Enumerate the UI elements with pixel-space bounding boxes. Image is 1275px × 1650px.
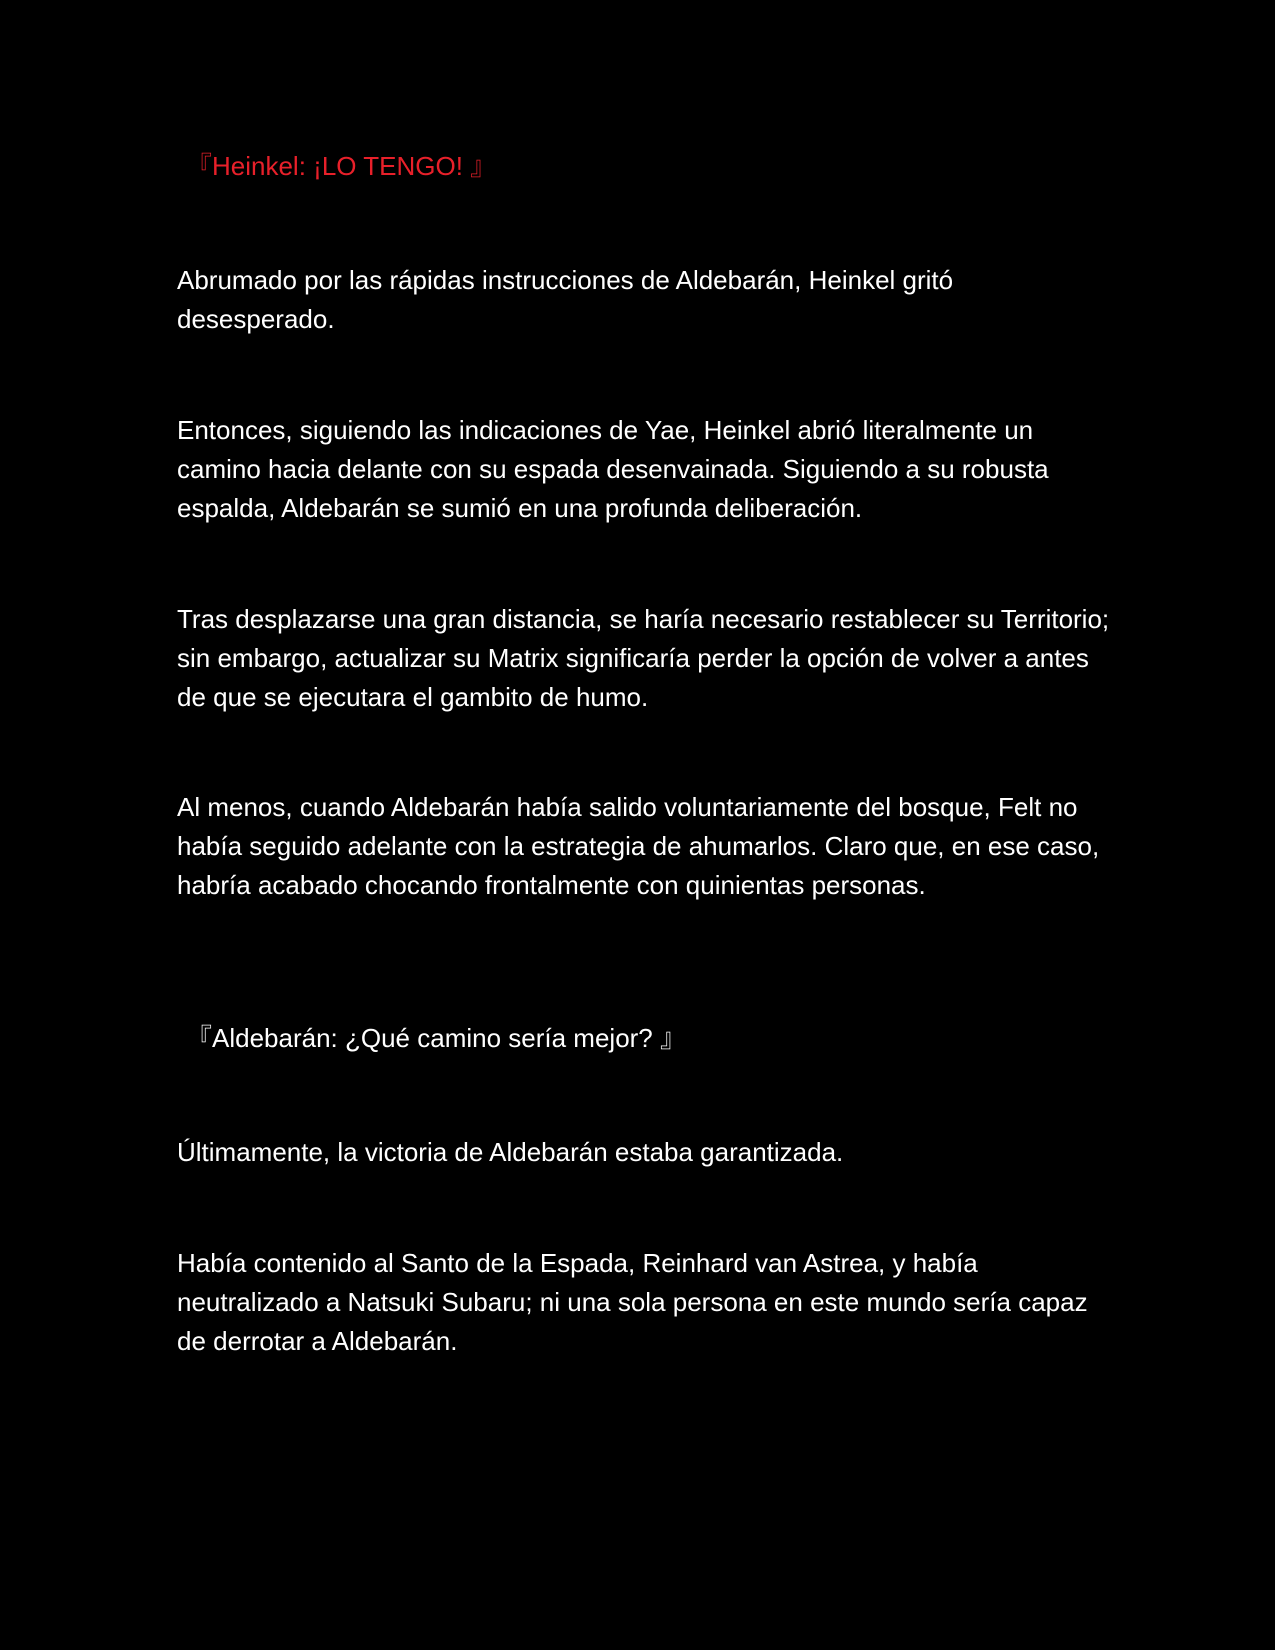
dialogue-heinkel: 『Heinkel: ¡LO TENGO! 』 (186, 151, 497, 181)
dialogue-aldebaran: 『Aldebarán: ¿Qué camino sería mejor? 』 (186, 1023, 686, 1053)
paragraph-4: Al menos, cuando Aldebarán había salido voluntariamente del bosque, Felt no había seguido adelante con la estrategia de ahumarlos. Claro que, en ese caso, habría acabado chocando frontalmente con quinientas personas. (177, 792, 1100, 900)
paragraph-1: Abrumado por las rápidas instrucciones de Aldebarán, Heinkel gritó desesperado. (177, 265, 954, 334)
paragraph-2: Entonces, siguiendo las indicaciones de Yae, Heinkel abrió literalmente un camino hacia delante con su espada desenvainada. Siguiendo a su robusta espalda, Aldebarán se sumió en una profunda deliberación. (177, 415, 1049, 523)
paragraph-5: Últimamente, la victoria de Aldebarán estaba garantizada. (177, 1137, 844, 1167)
paragraph-3: Tras desplazarse una gran distancia, se haría necesario restablecer su Territorio; sin embargo, actualizar su Matrix significaría perder la opción de volver a antes de que se ejecutara el gambito de humo. (177, 604, 1110, 712)
paragraph-6: Había contenido al Santo de la Espada, Reinhard van Astrea, y había neutralizado a Natsuki Subaru; ni una sola persona en este mundo sería capaz de derrotar a Aldebarán. (177, 1248, 1088, 1356)
